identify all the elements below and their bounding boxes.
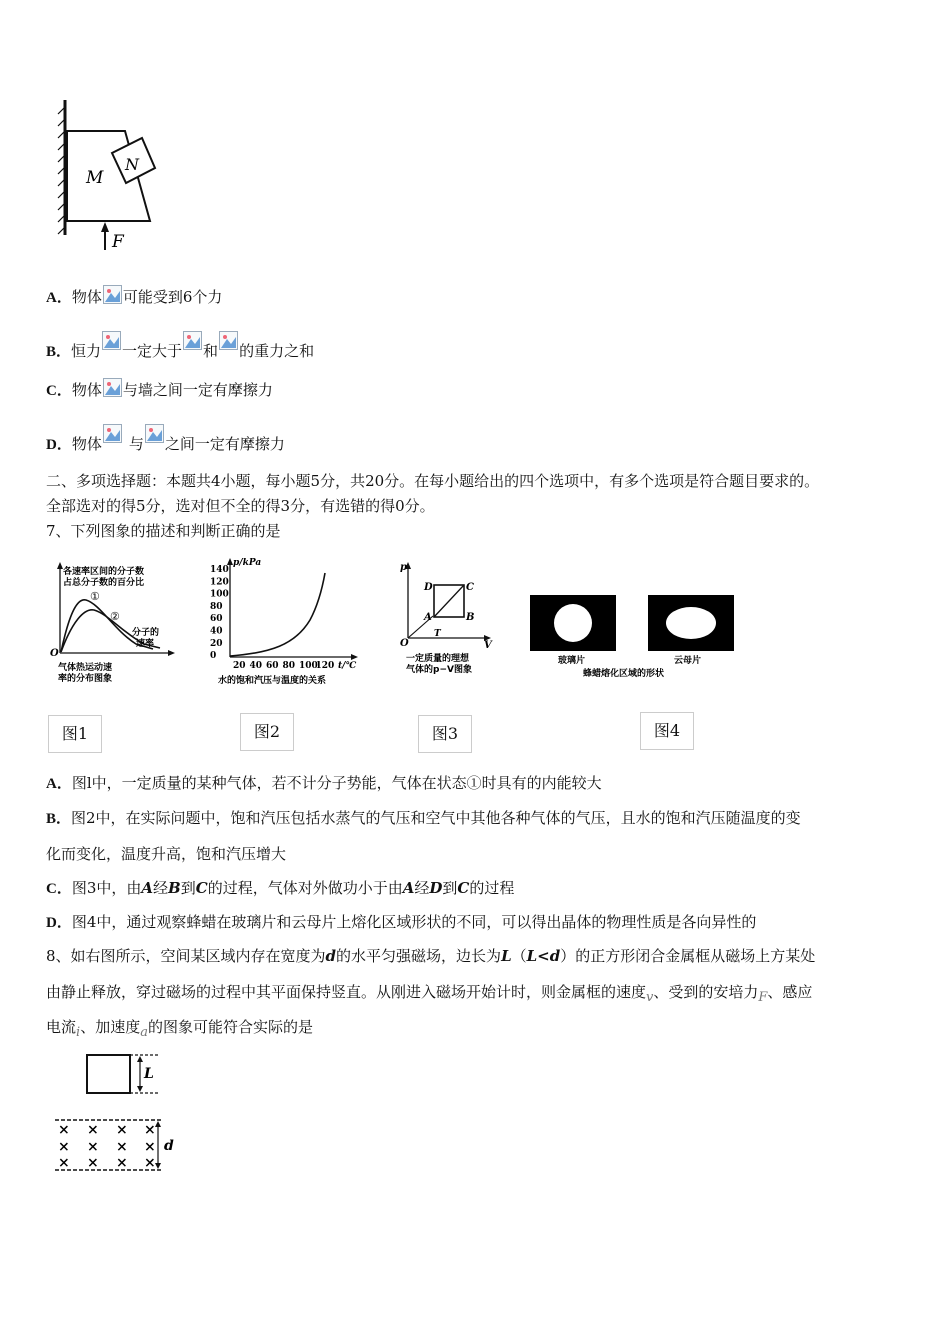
svg-text:×: ×	[58, 1155, 70, 1171]
svg-text:玻璃片: 玻璃片	[558, 656, 586, 666]
svg-text:×: ×	[58, 1122, 70, 1138]
svg-text:气体的p−V图象: 气体的p−V图象	[406, 665, 472, 675]
broken-image-icon	[219, 331, 238, 350]
figure-wall-blocks	[50, 95, 210, 255]
svg-text:V: V	[484, 640, 492, 651]
q7-figure-1	[48, 560, 178, 685]
svg-text:气体热运动速: 气体热运动速	[58, 663, 113, 673]
svg-text:分子的: 分子的	[132, 628, 160, 638]
svg-text:D: D	[424, 582, 433, 593]
x-tick-label: 80	[282, 661, 296, 671]
q7-option-d: D．图4中，通过观察蜂蜡在玻璃片和云母片上熔化区域形状的不同，可以得出晶体的物理性质是各向异性的	[46, 913, 757, 931]
broken-image-icon	[103, 285, 122, 304]
svg-text:×: ×	[116, 1122, 128, 1138]
q8-line1: 8、如右图所示，空间某区域内存在宽度为d的水平匀强磁场，边长为L（L<d）的正方形闭合金属框从磁场上方某处	[46, 947, 816, 965]
svg-text:一定质量的理想: 一定质量的理想	[406, 654, 470, 664]
square-frame	[87, 1055, 130, 1093]
q7-option-c: C．图3中，由A经B到C的过程，气体对外做功小于由A经D到C的过程	[46, 879, 515, 897]
glass-melt-circle	[554, 604, 592, 642]
fig-label-1: 图1	[48, 715, 102, 753]
x-tick-label: 40	[249, 661, 263, 671]
q6-option-d: D．物体 与 之间一定有摩擦力	[46, 424, 285, 455]
x-tick-label: 100	[299, 661, 318, 671]
curve-label-1: ①	[90, 590, 100, 603]
y-tick-label: 120	[210, 577, 229, 588]
y-tick-label: 100	[210, 589, 229, 600]
svg-text:占总分子数的百分比: 占总分子数的百分比	[63, 578, 145, 588]
q7-option-a: A．图l中，一定质量的某种气体，若不计分子势能，气体在状态①时具有的内能较大	[46, 774, 602, 792]
svg-text:A: A	[424, 612, 432, 623]
section2-line2: 全部选对的得5分，选对但不全的得3分，有选错的得0分。	[46, 497, 435, 515]
y-tick-label: 80	[210, 601, 223, 612]
svg-text:d: d	[164, 1138, 174, 1154]
q6-option-a: A．物体 可能受到6个力	[46, 285, 222, 308]
svg-text:×: ×	[58, 1139, 70, 1155]
svg-text:L: L	[144, 1066, 154, 1082]
broken-image-icon	[103, 424, 122, 443]
svg-text:×: ×	[116, 1155, 128, 1171]
q6-option-c: C．物体 与墙之间一定有摩擦力	[46, 378, 273, 401]
y-tick-label: 140	[210, 565, 229, 575]
label-M: M	[86, 168, 104, 188]
svg-text:p: p	[400, 562, 407, 573]
svg-text:×: ×	[87, 1155, 99, 1171]
svg-text:t/℃: t/℃	[338, 661, 357, 671]
svg-text:速率: 速率	[136, 639, 155, 649]
q7-figure-4	[528, 590, 743, 685]
section2-line1: 二、多项选择题：本题共4小题，每小题5分，共20分。在每小题给出的四个选项中，有多个选项是符合题目要求的。	[46, 472, 820, 490]
x-tick-label: 120	[315, 661, 335, 671]
q6-option-b: B．恒力 一定大于 和 的重力之和	[46, 331, 314, 362]
svg-text:×: ×	[144, 1122, 156, 1138]
svg-text:率的分布图象: 率的分布图象	[58, 674, 113, 684]
q7-option-b: B．图2中，在实际问题中，饱和汽压包括水蒸气的气压和空气中其他各种气体的气压，且水的饱和汽压随温度的变	[46, 809, 801, 827]
svg-text:蜂蜡熔化区域的形状: 蜂蜡熔化区域的形状	[583, 669, 665, 679]
svg-text:×: ×	[144, 1155, 156, 1171]
mica-melt-ellipse	[666, 607, 716, 639]
svg-text:T: T	[434, 629, 441, 639]
svg-text:云母片: 云母片	[674, 656, 702, 666]
fig-label-4: 图4	[640, 712, 694, 750]
y-tick-label: 60	[210, 614, 223, 625]
svg-text:各速率区间的分子数: 各速率区间的分子数	[63, 567, 145, 577]
x-tick-label: 20	[233, 661, 246, 671]
svg-text:B: B	[466, 612, 475, 623]
q8-figure	[50, 1050, 190, 1175]
x-tick-label: 60	[266, 661, 279, 671]
q7-figure-2	[200, 555, 365, 690]
q8-line3: 电流i、加速度a的图象可能符合实际的是	[46, 1018, 313, 1040]
svg-text:×: ×	[87, 1139, 99, 1155]
label-F: F	[112, 232, 124, 252]
q7-stem: 7、下列图象的描述和判断正确的是	[46, 522, 281, 540]
q7-option-b-cont: 化而变化，温度升高，饱和汽压增大	[46, 845, 287, 863]
curve-label-2: ②	[110, 610, 120, 623]
svg-text:×: ×	[144, 1139, 156, 1155]
svg-text:O: O	[400, 638, 409, 649]
svg-text:×: ×	[116, 1139, 128, 1155]
field-crosses	[58, 1122, 156, 1171]
svg-text:C: C	[466, 582, 474, 593]
broken-image-icon	[103, 378, 122, 397]
broken-image-icon	[183, 331, 202, 350]
q8-line2: 由静止释放，穿过磁场的过程中其平面保持竖直。从刚进入磁场开始计时，则金属框的速度v、受到的安培力F、感应	[46, 983, 813, 1005]
fig-label-2: 图2	[240, 713, 294, 751]
svg-text:O: O	[50, 648, 59, 659]
broken-image-icon	[102, 331, 121, 350]
y-tick-label: 20	[210, 638, 223, 649]
q7-figure-3	[398, 560, 508, 680]
label-N: N	[125, 155, 139, 174]
svg-text:水的饱和汽压与温度的关系: 水的饱和汽压与温度的关系	[218, 676, 327, 686]
y-tick-label: 40	[210, 626, 223, 637]
fig-label-3: 图3	[418, 715, 472, 753]
y-tick-label: 0	[210, 651, 217, 662]
svg-text:×: ×	[87, 1122, 99, 1138]
broken-image-icon	[145, 424, 164, 443]
svg-text:p/kPa: p/kPa	[233, 558, 262, 568]
vapor-curve	[230, 573, 325, 656]
